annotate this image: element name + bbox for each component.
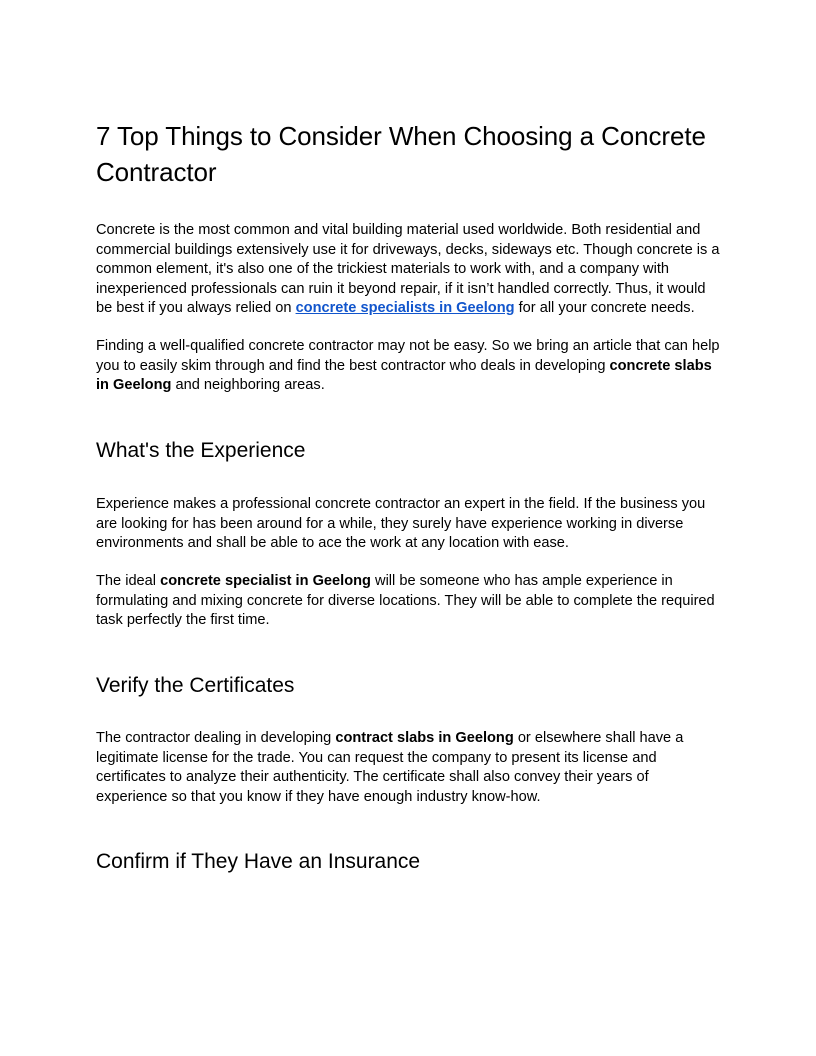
section-heading-experience: What's the Experience [96, 439, 306, 462]
bold-phrase: concrete slabs in Geelong [96, 357, 712, 393]
bold-phrase: contract slabs in Geelong [335, 730, 514, 746]
experience-paragraph-2 [96, 572, 722, 631]
intro-text-2-end: and neighboring areas. [171, 377, 325, 393]
concrete-specialists-link[interactable]: concrete specialists in Geelong [295, 300, 515, 316]
intro-text-1: Concrete is the most common and vital building material used worldwide. Both residential and commercial buildings extensively use it for driveways, decks, sideways etc. Though concrete is a common element, it's also one of the trickiest materials to work with, and a company with inexperienced professionals can ruin it beyond repair, if it isn’t handled correctly. Thus, it would be best if you always relied on [96, 222, 720, 316]
bold-phrase: concrete specialist in Geelong [160, 573, 371, 589]
certificates-paragraph [96, 729, 722, 807]
certificates-text: The contractor dealing in developing [96, 730, 336, 746]
experience-text-2: The ideal [96, 573, 161, 589]
section-heading-insurance: Confirm if They Have an Insurance [96, 850, 421, 873]
intro-text-1-end: for all your concrete needs. [514, 300, 695, 316]
certificates-text-end: or elsewhere shall have a legitimate license for the trade. You can request the company to present its license and certificates to analyze their authenticity. The certificate shall also convey their years of experience so that you know if they have enough industry know-how. [96, 730, 684, 805]
intro-paragraph-2 [96, 337, 722, 396]
intro-paragraph-1 [96, 221, 722, 319]
experience-text-2-end: will be someone who has ample experience in formulating and mixing concrete for diverse locations. They will be able to complete the required task perfectly the first time. [96, 573, 715, 628]
experience-paragraph-1: Experience makes a professional concrete contractor an expert in the field. If the business you are looking for has been around for a while, they surely have experience working in diverse environments and shall be able to ace the work at any location with ease. [96, 496, 706, 551]
section-heading-certificates: Verify the Certificates [96, 674, 295, 697]
intro-text-2: Finding a well-qualified concrete contractor may not be easy. So we bring an article that can help you to easily skim through and find the best contractor who deals in developing [96, 338, 720, 374]
page-title: 7 Top Things to Consider When Choosing a Concrete Contractor [96, 121, 706, 187]
